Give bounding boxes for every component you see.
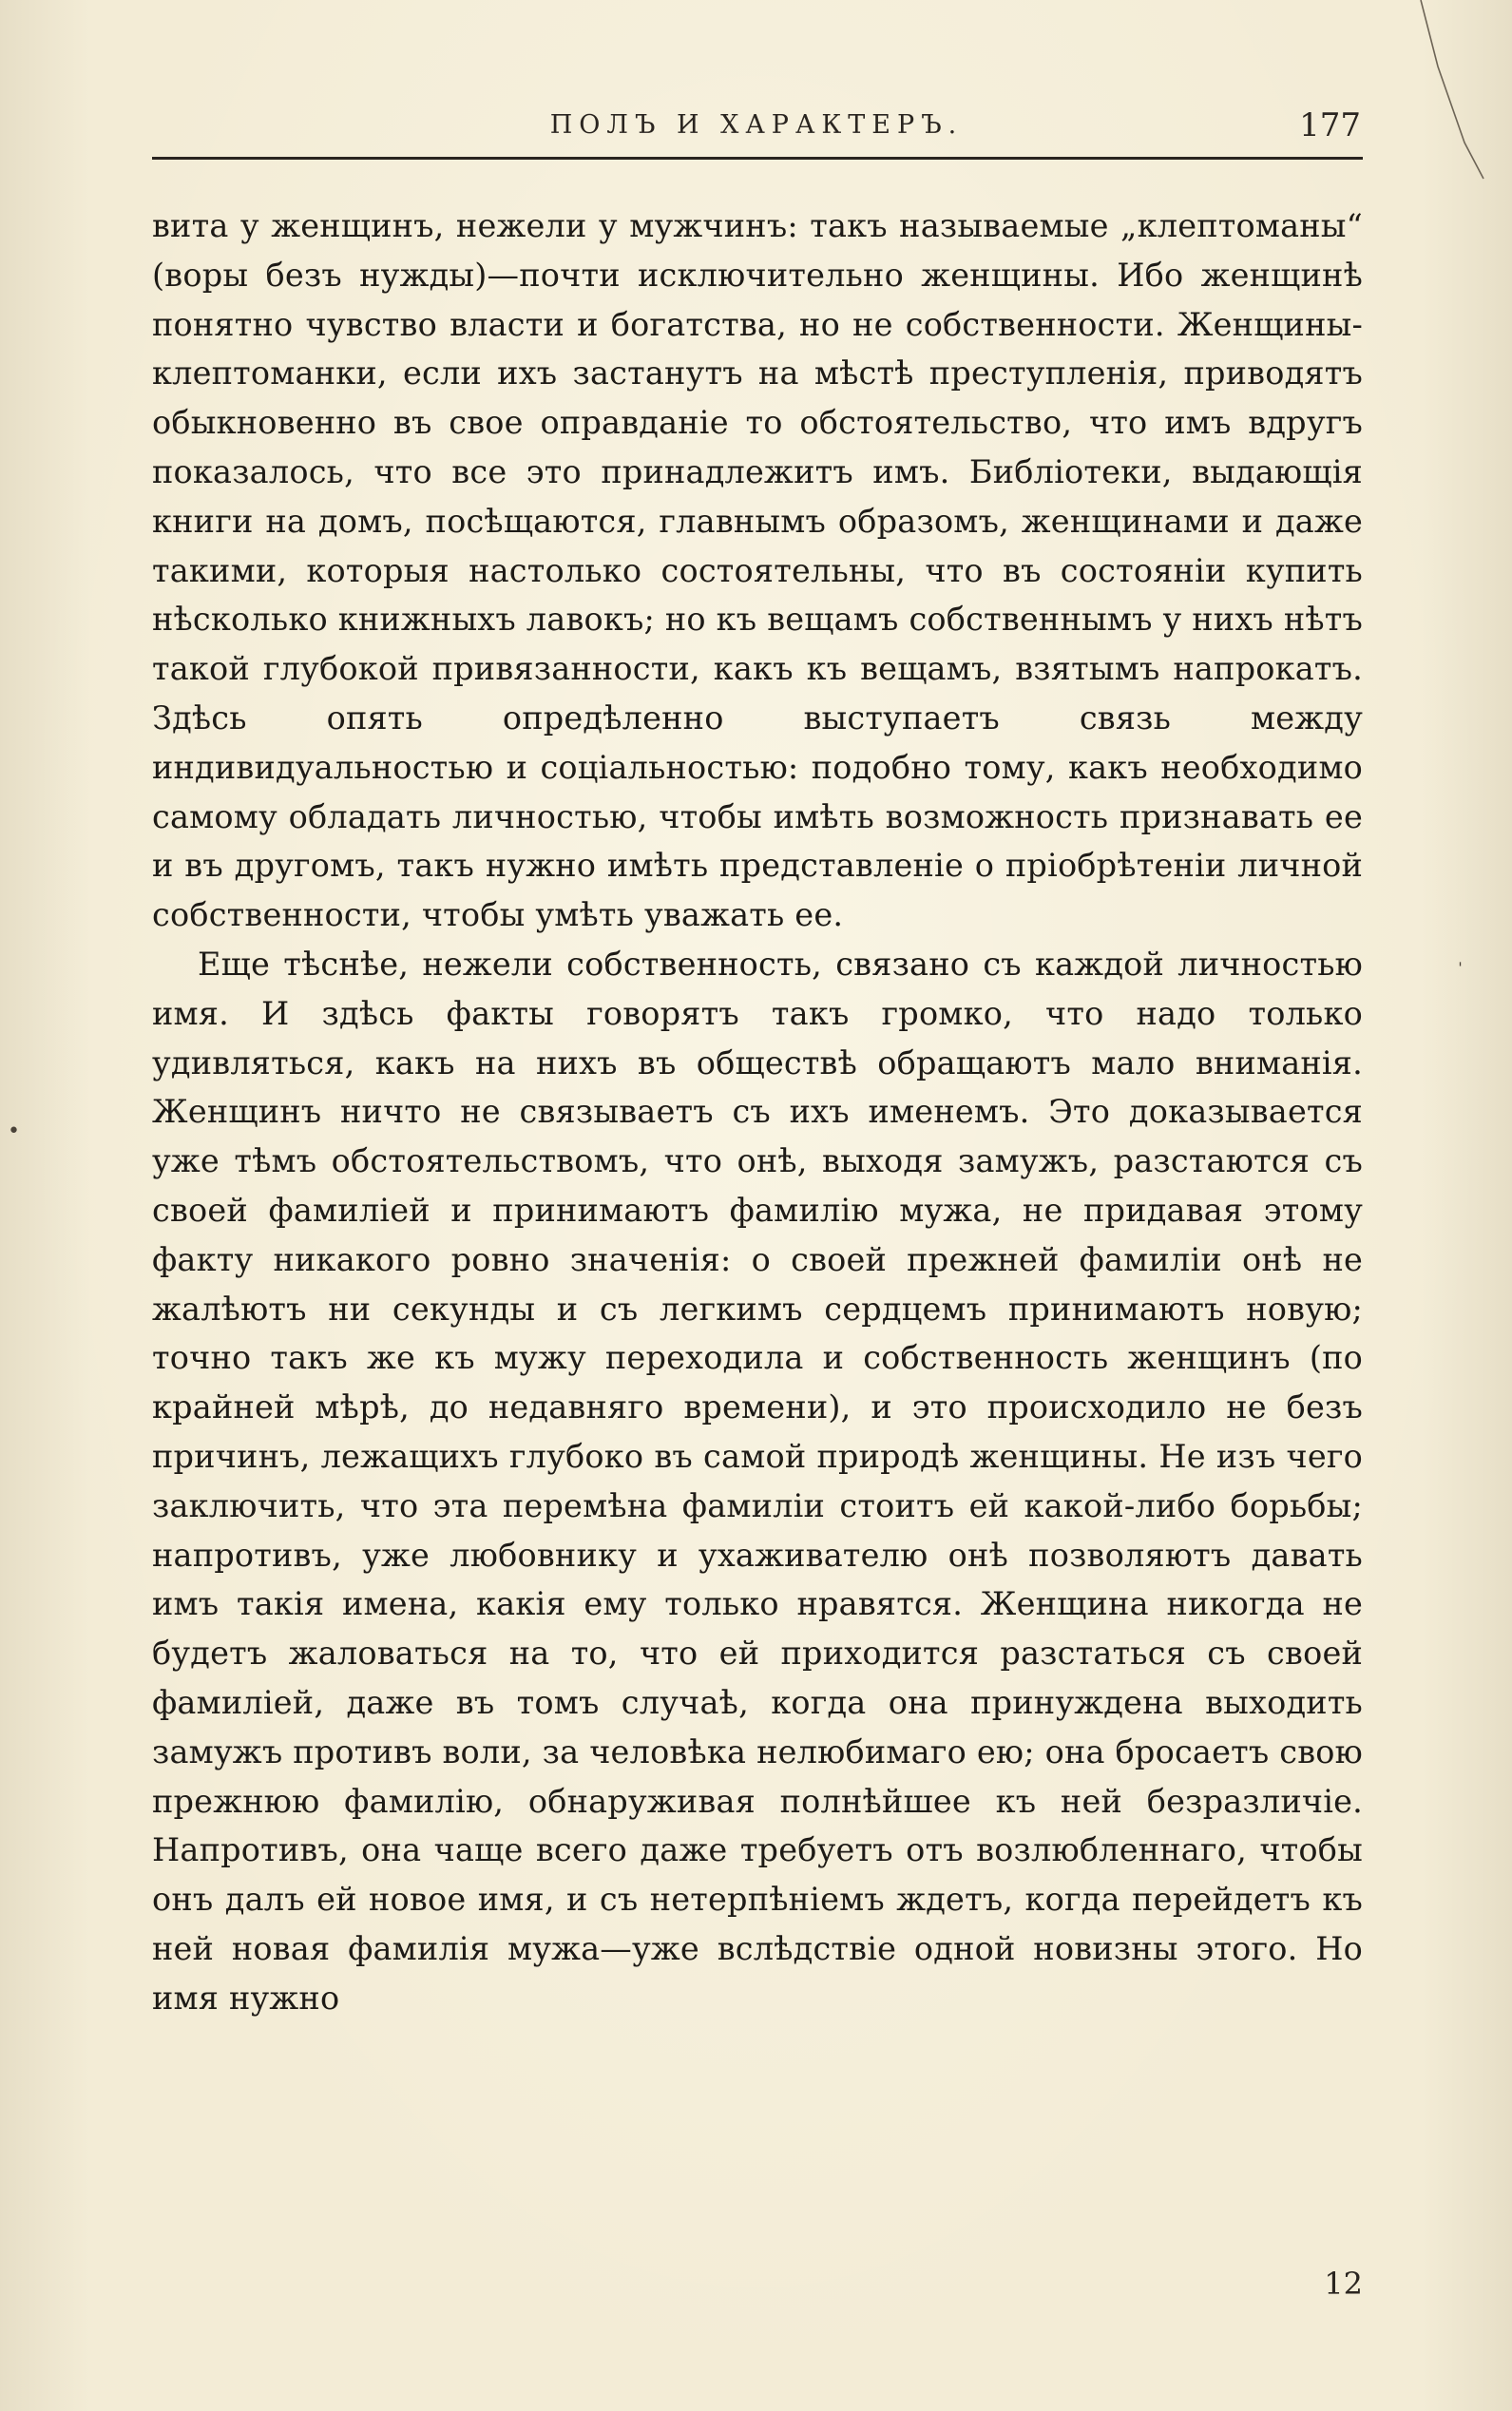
margin-speck: •	[8, 1119, 20, 1143]
body-text	[152, 201, 1363, 2022]
margin-speck: ˈ	[1458, 960, 1463, 980]
page-edge-mark	[1409, 0, 1485, 181]
signature-mark: 12	[1324, 2266, 1363, 2302]
running-head	[152, 106, 1361, 152]
page-number: 177	[1299, 106, 1361, 144]
header-rule	[152, 157, 1363, 160]
paragraph-continued: вита у женщинъ, нежели у мужчинъ: такъ называемые „клептоманы“ (воры безъ нужды)—почти исключительно женщины. Ибо женщинѣ понятно чувство власти и богатства, но не собственности. Женщины-клептоманки, если ихъ застанутъ на мѣстѣ преступленія, приводятъ обыкновенно въ свое оправданіе то обстоятельство, что имъ вдругъ показалось, что все это принадлежитъ имъ. Библіотеки, выдающія книги на домъ, посѣщаются, главнымъ образомъ, женщинами и даже такими, которыя настолько состоятельны, что въ состояніи купить нѣсколько книжныхъ лавокъ; но къ вещамъ собственнымъ у нихъ нѣтъ такой глубокой привязанности, какъ къ вещамъ, взятымъ напрокатъ. Здѣсь опять опредѣленно выступаетъ связь между индивидуальностью и соціальностью: подобно тому, какъ необходимо самому обладать личностью, чтобы имѣть возможность признавать ее и въ другомъ, такъ нужно имѣть представленіе о пріобрѣтеніи личной собственности, чтобы умѣть уважать ее.	[152, 207, 1363, 934]
running-title: ПОЛЪ И ХАРАКТЕРЪ.	[549, 110, 964, 140]
paragraph: Еще тѣснѣе, нежели собственность, связано съ каждой личностью имя. И здѣсь факты говорятъ такъ громко, что надо только удивляться, какъ на нихъ въ обществѣ обращаютъ мало вниманія. Женщинъ ничто не связываетъ съ ихъ именемъ. Это доказывается уже тѣмъ обстоятельствомъ, что онѣ, выходя замужъ, разстаются съ своей фамиліей и принимаютъ фамилію мужа, не придавая этому факту никакого ровно значенія: о своей прежней фамиліи онѣ не жалѣютъ ни секунды и съ легкимъ сердцемъ принимаютъ новую; точно такъ же къ мужу переходила и собственность женщинъ (по крайней мѣрѣ, до недавняго времени), и это происходило не безъ причинъ, лежащихъ глубоко въ самой природѣ женщины. Не изъ чего заключить, что эта перемѣна фамиліи стоитъ ей какой-либо борьбы; напротивъ, уже любовнику и ухаживателю онѣ позволяютъ давать имъ такія имена, какія ему только нравятся. Женщина никогда не будетъ жаловаться на то, что ей приходится разстаться съ своей фамиліей, даже въ томъ случаѣ, когда она принуждена выходить замужъ противъ воли, за человѣка нелюбимаго ею; она бросаетъ свою прежнюю фамилію, обнаруживая полнѣйшее къ ней безразличіе. Напротивъ, она чаще всего даже требуетъ отъ возлюбленнаго, чтобы онъ далъ ей новое имя, и съ нетерпѣніемъ ждетъ, когда перейдетъ къ ней новая фамилія мужа—уже вслѣдствіе одной новизны этого. Но имя нужно	[152, 945, 1363, 2017]
